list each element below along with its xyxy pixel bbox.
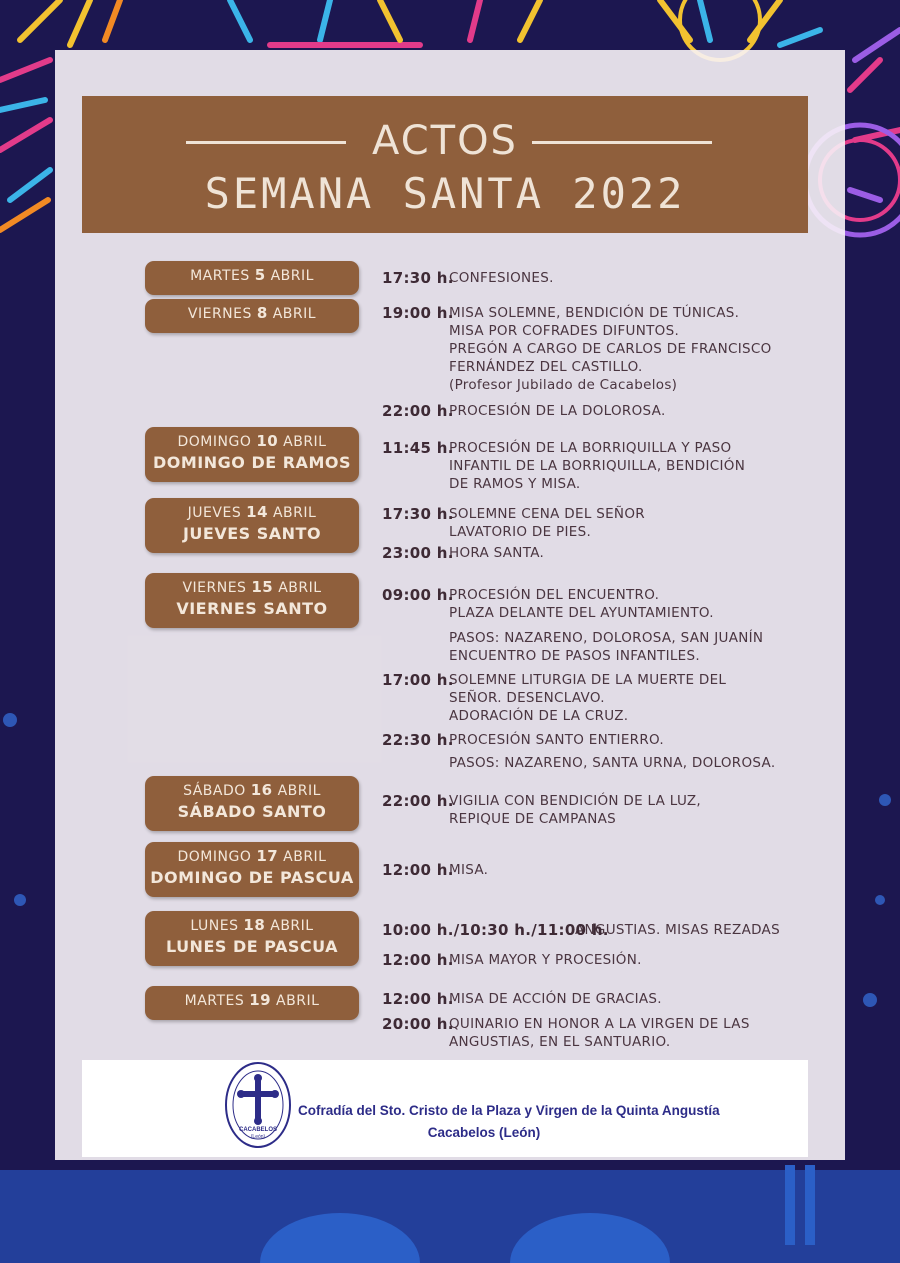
- event-text: PROCESIÓN DE LA DOLOROSA.: [449, 403, 666, 419]
- event-time: 19:00 h.: [382, 304, 454, 322]
- day-number: 5: [254, 266, 266, 284]
- day-number: 8: [256, 304, 268, 322]
- cofradia-logo: [224, 1061, 292, 1149]
- event-item: [382, 921, 780, 939]
- event-text: QUINARIO EN HONOR A LA VIRGEN DE LAS ANGUSTIAS, EN EL SANTUARIO.: [449, 1016, 750, 1050]
- event-text: PROCESIÓN DEL ENCUENTRO. PLAZA DELANTE DEL AYUNTAMIENTO.: [449, 587, 714, 621]
- event-text: PROCESIÓN DE LA BORRIQUILLA Y PASO INFANTIL DE LA BORRIQUILLA, BENDICIÓN DE RAMOS Y MISA.: [449, 440, 746, 492]
- day-number: 19: [249, 991, 272, 1009]
- event-item: [382, 951, 642, 969]
- event-time: 22:00 h.: [382, 402, 454, 420]
- event-text: VIGILIA CON BENDICIÓN DE LA LUZ, REPIQUE DE CAMPANAS: [449, 793, 702, 827]
- day-pill: [145, 299, 359, 333]
- day-number: 16: [250, 781, 273, 799]
- event-time: 20:00 h.: [382, 1015, 454, 1033]
- day-pill: [145, 498, 359, 553]
- event-item: [382, 505, 645, 541]
- event-item: [382, 304, 772, 394]
- day-name: DOMINGO DE RAMOS: [153, 453, 351, 472]
- event-text: SOLEMNE CENA DEL SEÑOR LAVATORIO DE PIES.: [449, 506, 645, 540]
- event-text: HORA SANTA.: [449, 545, 545, 561]
- event-item: [382, 402, 666, 420]
- day-month: ABRIL: [272, 505, 317, 521]
- day-month: ABRIL: [283, 434, 327, 450]
- day-month: ABRIL: [270, 268, 314, 284]
- day-name: VIERNES SANTO: [176, 599, 328, 618]
- day-weekday: JUEVES: [187, 505, 242, 521]
- day-number: 14: [246, 503, 269, 521]
- event-time: 11:45 h.: [382, 439, 454, 457]
- day-number: 15: [251, 578, 274, 596]
- day-pill: [145, 573, 359, 628]
- event-time: 10:00 h./10:30 h./11:00 h.: [382, 921, 609, 939]
- event-text: PASOS: NAZARENO, DOLOROSA, SAN JUANÍN ENCUENTRO DE PASOS INFANTILES.: [449, 630, 764, 664]
- event-time: 22:00 h.: [382, 792, 454, 810]
- day-weekday: DOMINGO: [177, 849, 252, 865]
- event-item: [382, 671, 726, 725]
- event-text: CONFESIONES.: [449, 270, 554, 286]
- event-text: PASOS: NAZARENO, SANTA URNA, DOLOROSA.: [449, 755, 776, 771]
- day-month: ABRIL: [272, 306, 317, 322]
- event-item: [382, 439, 745, 493]
- logo-region-text: (León): [250, 1134, 266, 1140]
- day-month: ABRIL: [277, 783, 321, 799]
- day-name: DOMINGO DE PASCUA: [150, 868, 354, 887]
- day-weekday: MARTES: [190, 268, 250, 284]
- day-weekday: LUNES: [190, 918, 239, 934]
- day-month: ABRIL: [283, 849, 327, 865]
- event-text: ANGUSTIAS. MISAS REZADAS: [575, 922, 780, 938]
- event-item: [382, 990, 662, 1008]
- event-text: MISA.: [449, 862, 489, 878]
- event-time: 12:00 h.: [382, 990, 454, 1008]
- organization-place: Cacabelos (León): [427, 1125, 541, 1140]
- day-pill: [145, 986, 359, 1020]
- day-weekday: VIERNES: [187, 306, 252, 322]
- day-pill: [145, 427, 359, 482]
- event-time: 22:30 h.: [382, 731, 454, 749]
- event-text: MISA DE ACCIÓN DE GRACIAS.: [449, 991, 662, 1007]
- day-month: ABRIL: [270, 918, 314, 934]
- day-name: LUNES DE PASCUA: [165, 937, 339, 956]
- event-item: [382, 269, 554, 287]
- day-month: ABRIL: [278, 580, 322, 596]
- day-weekday: MARTES: [184, 993, 245, 1009]
- day-pill: [145, 842, 359, 897]
- title-actos: ACTOS: [372, 118, 518, 164]
- event-time: 12:00 h.: [382, 861, 454, 879]
- event-time: 23:00 h.: [382, 544, 454, 562]
- day-pill: [145, 911, 359, 966]
- day-number: 17: [256, 847, 279, 865]
- day-name: SÁBADO SANTO: [177, 802, 327, 821]
- title-banner: [82, 96, 808, 233]
- title-semana-santa: SEMANA SANTA 2022: [204, 169, 686, 218]
- day-weekday: SÁBADO: [183, 783, 246, 799]
- event-text: SOLEMNE LITURGIA DE LA MUERTE DEL SEÑOR. DESENCLAVO. ADORACIÓN DE LA CRUZ.: [449, 672, 727, 724]
- event-time: 17:00 h.: [382, 671, 454, 689]
- event-time: 17:30 h.: [382, 505, 454, 523]
- event-item: [382, 754, 775, 772]
- day-pill: [145, 261, 359, 295]
- event-item: [382, 586, 714, 622]
- day-number: 10: [256, 432, 279, 450]
- event-time: 09:00 h.: [382, 586, 454, 604]
- day-number: 18: [243, 916, 266, 934]
- event-time: 12:00 h.: [382, 951, 454, 969]
- event-item: [382, 792, 701, 828]
- event-text: MISA SOLEMNE, BENDICIÓN DE TÚNICAS. MISA POR COFRADES DIFUNTOS. PREGÓN A CARGO DE CARLOS DE FRANCISCO FERNÁNDEZ DEL CASTILLO. (Profesor Jubilado de Cacabelos): [449, 305, 772, 393]
- event-item: [382, 1015, 750, 1051]
- event-item: [382, 731, 664, 749]
- event-text: MISA MAYOR Y PROCESIÓN.: [449, 952, 642, 968]
- event-time: 17:30 h.: [382, 269, 454, 287]
- day-weekday: DOMINGO: [177, 434, 252, 450]
- event-text: PROCESIÓN SANTO ENTIERRO.: [449, 732, 665, 748]
- logo-town-text: CACABELOS: [238, 1127, 278, 1133]
- day-name: JUEVES SANTO: [182, 524, 322, 543]
- day-month: ABRIL: [276, 993, 320, 1009]
- day-weekday: VIERNES: [182, 580, 247, 596]
- event-item: [382, 861, 488, 879]
- event-item: [382, 629, 763, 665]
- event-item: [382, 544, 544, 562]
- organization-name: Cofradía del Sto. Cristo de la Plaza y Virgen de la Quinta Angustía: [298, 1103, 720, 1118]
- day-pill: [145, 776, 359, 831]
